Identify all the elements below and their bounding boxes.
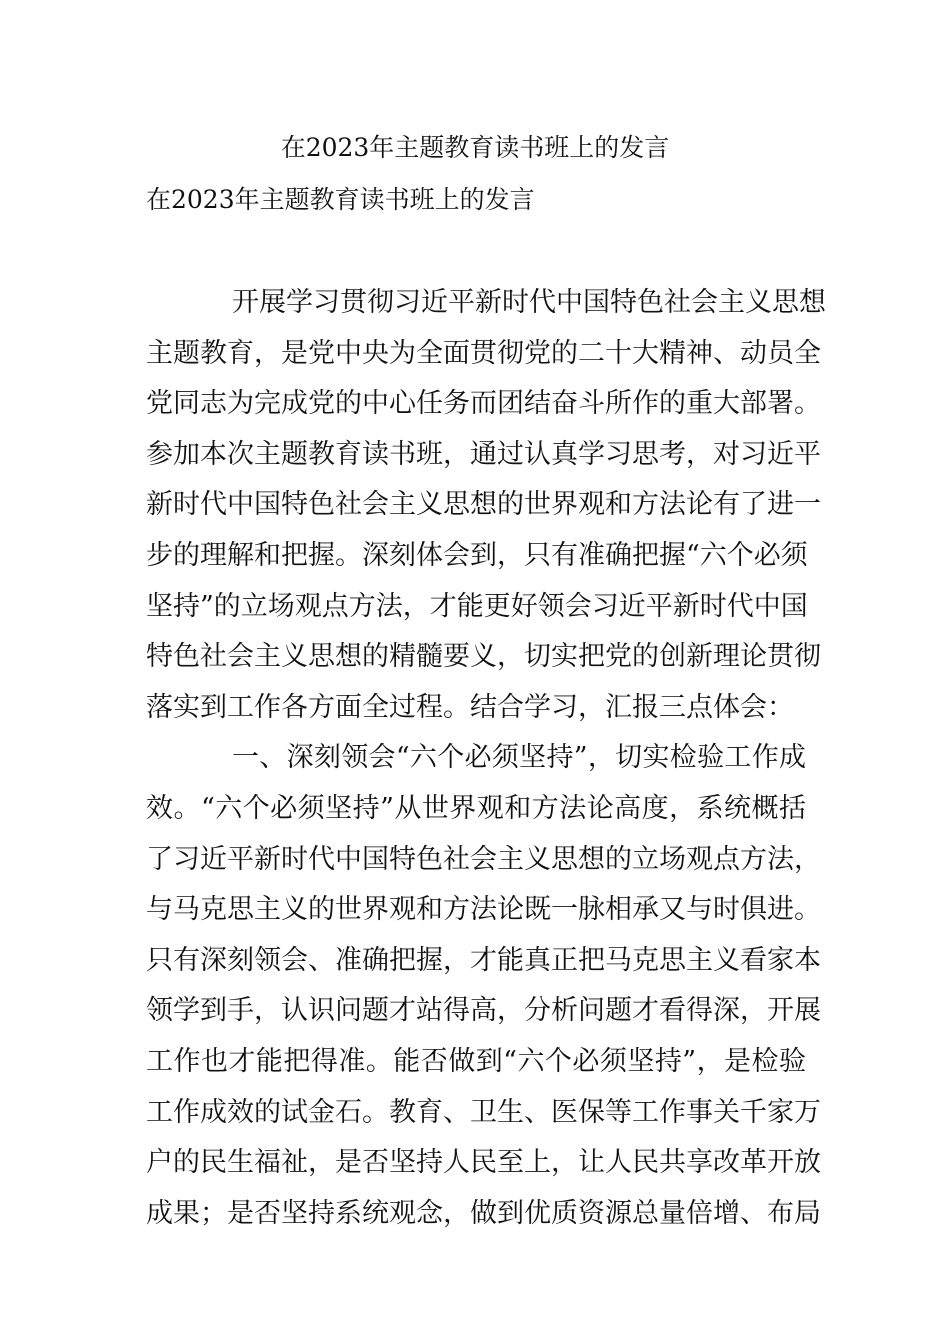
paragraph-line: 落实到工作各方面全过程。结合学习，汇报三点体会： [146,691,794,723]
paragraph-line: 坚持”的立场观点方法，才能更好领会习近平新时代中国 [146,590,808,622]
paragraph-line: 只有深刻领会、准确把握，才能真正把马克思主义看家本 [146,944,821,976]
paragraph-line: 特色社会主义思想的精髓要义，切实把党的创新理论贯彻 [146,641,821,673]
paragraph-line: 步的理解和把握。深刻体会到，只有准确把握“六个必须 [146,539,808,571]
paragraph-line: 工作也才能把得准。能否做到“六个必须坚持”，是检验 [146,1045,806,1077]
paragraph-line: 开展学习贯彻习近平新时代中国特色社会主义思想 [232,287,826,318]
paragraph-line: 新时代中国特色社会主义思想的世界观和方法论有了进一 [146,489,821,521]
paragraph-line: 党同志为完成党的中心任务而团结奋斗所作的重大部署。 [146,388,821,420]
paragraph-line: 主题教育，是党中央为全面贯彻党的二十大精神、动员全 [146,337,821,369]
section-heading-line: 一、深刻领会“六个必须坚持”，切实检验工作成 [232,742,806,774]
paragraph-line: 效。“六个必须坚持”从世界观和方法论高度，系统概括 [146,792,806,824]
document-body [146,278,826,1239]
document-title-left: 在2023年主题教育读书班上的发言 [146,185,535,214]
paragraph-line: 成果；是否坚持系统观念，做到优质资源总量倍增、布局 [146,1197,821,1229]
document-title-centered: 在2023年主题教育读书班上的发言 [280,133,670,162]
paragraph-line: 工作成效的试金石。教育、卫生、医保等工作事关千家万 [146,1096,821,1128]
paragraph-line: 与马克思主义的世界观和方法论既一脉相承又与时俱进。 [146,894,821,926]
paragraph-line: 户的民生福祉，是否坚持人民至上，让人民共享改革开放 [146,1147,821,1179]
paragraph-line: 了习近平新时代中国特色社会主义思想的立场观点方法， [146,843,821,875]
paragraph-line: 参加本次主题教育读书班，通过认真学习思考，对习近平 [146,438,821,470]
paragraph-line: 领学到手，认识问题才站得高，分析问题才看得深，开展 [146,995,821,1027]
